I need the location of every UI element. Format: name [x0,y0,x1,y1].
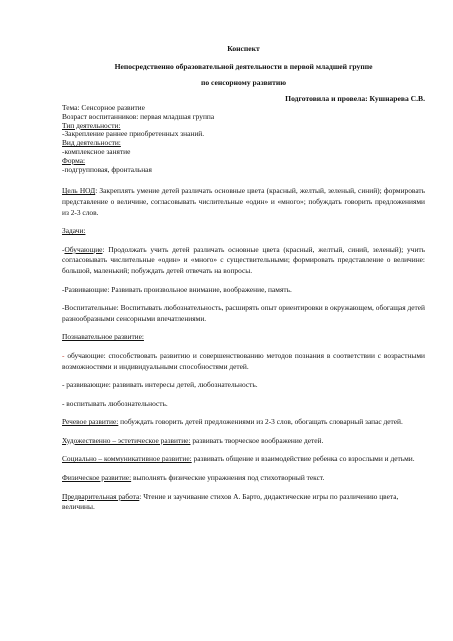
upbringing-label: Воспитательные [64,303,117,313]
upbringing-text: : Воспитывать любознательность, расширять опыт ориентировки в окружающем, обогащая детей разнообразными сенсорными впечатлениями. [62,303,425,323]
developing-paragraph: -Развивающие: Развивать произвольное внимание, воображение, память. [62,284,292,294]
activity-type-label: Тип деятельности: [62,120,121,130]
form-value: -подгрупповая, фронтальная [62,164,152,174]
tasks-heading [62,226,425,237]
form-label: Форма: [62,155,86,165]
teaching-text: : Продолжать учить детей различать основные цвета (красный, желтый, синий, зеленый); учить согласовывать числительные «один» и «много» с существительными; формировать представление о величине: большой, маленький; побуждать детей отвечать на вопросы. [62,244,425,275]
speech-paragraph [62,417,425,428]
cognitive-dash: - [62,350,68,360]
goal-label: Цель НОД [62,186,96,196]
social-paragraph [62,454,425,465]
doc-subtitle-2: по сенсорному развитию [200,78,287,87]
cognitive-heading [62,332,425,343]
activity-type-value: -Закрепление раннее приобретенных знаний. [62,129,205,139]
info-block [62,104,425,174]
art-label: Художественно – эстетическое развитие: [62,435,191,445]
speech-text: побуждать говорить детей предложениями из 2-3 слов, обогащать словарный запас детей. [118,417,403,427]
preliminary-text: : Чтение и заучивание стихов А. Барто, дидактические игры по различению цвета, величины. [62,491,399,512]
speech-label: Речевое развитие: [62,417,119,427]
tasks-label: Задачи: [62,226,86,236]
goal-text: : Закреплять умение детей различать основные цвета (красный, желтый, зеленый, синий); формировать представление о величине, согласовывать числительные «один» и «много»; побуждать говорить предложениями из 2-3 слов. [62,186,426,217]
preliminary-label: Предварительная работа [62,491,140,501]
doc-subtitle: Непосредственно образовательной деятельности в первой младшей группе [114,62,373,71]
teaching-paragraph: -Обучающие: Продолжать учить детей различать основные цвета (красный, желтый, синий, зеленый); учить согласовывать числительные «один» и «много» с существительными; формировать представление о величине: большой, маленький; побуждать детей отвечать на вопросы. [62,244,425,275]
cognitive-line-2: - развивающие: развивать интересы детей, любознательность. [62,380,258,390]
preliminary-paragraph [62,492,425,513]
physical-text: выполнять физические упражнения под стихотворный текст. [131,473,325,483]
social-label: Социально – коммуникативное развитие: [62,454,192,464]
developing-text: : Развивать произвольное внимание, воображение, память. [107,284,292,294]
cognitive-line-3: - воспитывать любознательность. [62,398,168,408]
cognitive-line-1 [62,351,425,372]
cognitive-line-1-text: обучающие: способствовать развитию и совершенствованию методов познания в соответствии с возрастными возможностями и индивидуальными способностями детей. [62,350,426,371]
theme-line: Тема: Сенсорное развитие [62,103,145,112]
activity-kind-value: -комплексное занятие [62,146,131,156]
upbringing-paragraph: -Воспитательные: Воспитывать любознательность, расширять опыт ориентировки в окружающем, обогащая детей разнообразными сенсорными впечатлениями. [62,303,425,323]
cognitive-label: Познавательное развитие: [62,332,144,342]
art-text: развивать творческое воображение детей. [190,435,324,445]
art-paragraph [62,436,425,447]
goal-paragraph [62,186,425,218]
age-line: Возраст воспитанников: первая младшая группа [62,111,215,121]
activity-kind-label: Вид деятельности: [62,138,121,148]
doc-author: Подготовила и провела: Кушнарева С.В. [285,94,425,103]
developing-label: Развивающие [64,284,108,294]
teaching-label: Обучающие [64,244,103,254]
physical-paragraph [62,473,425,484]
social-text: развивать общение и взаимодействие ребенка со взрослыми и детьми. [191,454,415,464]
doc-title: Конспект [227,44,260,53]
physical-label: Физическое развитие: [62,473,132,483]
